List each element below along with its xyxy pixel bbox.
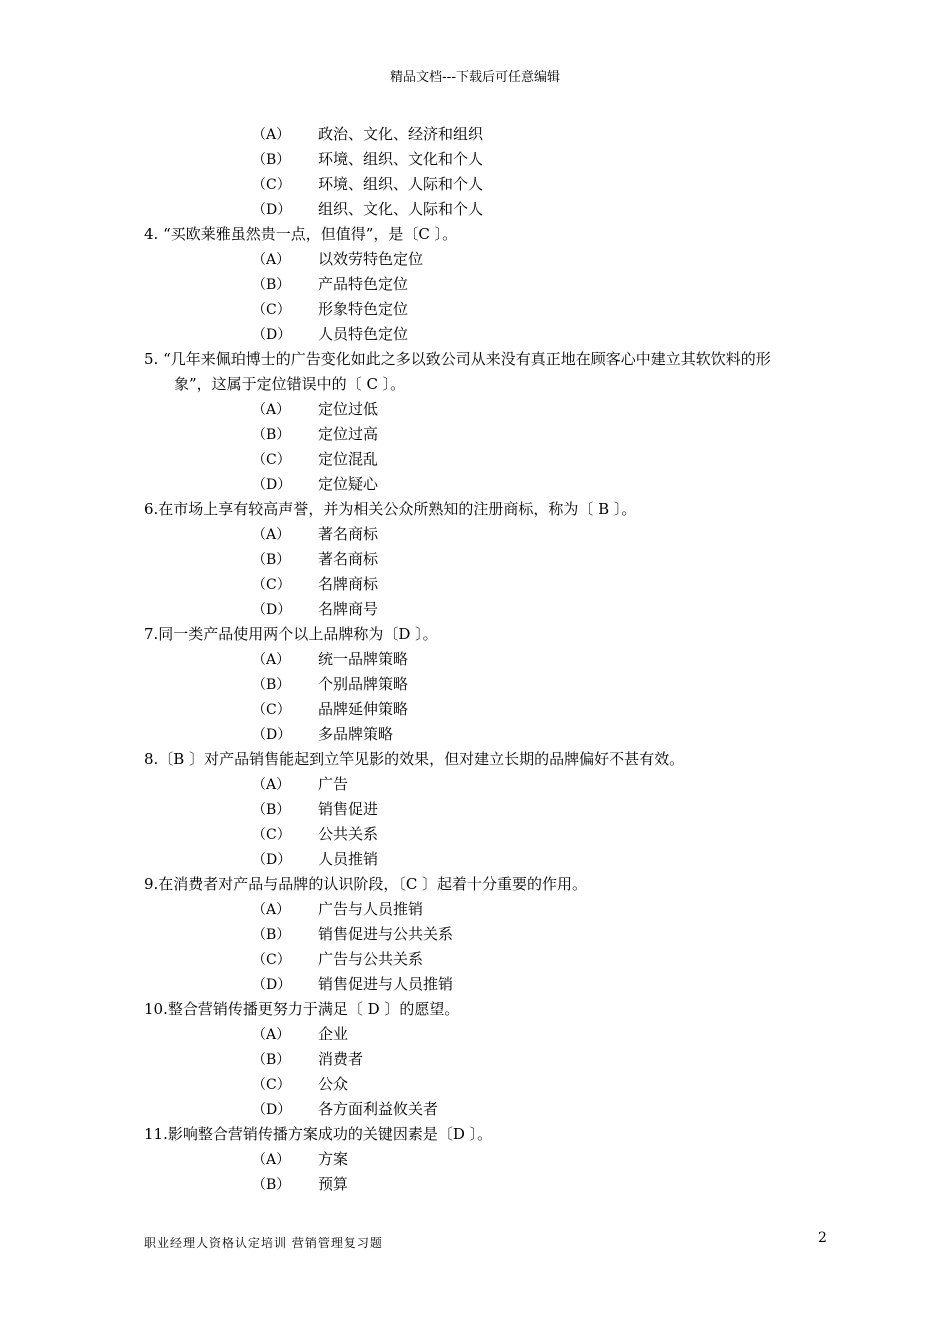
answer-option <box>144 1147 874 1172</box>
option-letter: （A） <box>252 252 291 268</box>
option-letter: （A） <box>252 652 291 668</box>
option-letter: （B） <box>252 677 291 693</box>
option-text: 公众 <box>318 1075 349 1093</box>
answer-option <box>144 247 874 272</box>
answer-option <box>144 647 874 672</box>
answer-option <box>144 522 874 547</box>
answer-option <box>144 822 874 847</box>
option-text: 著名商标 <box>318 550 379 568</box>
answer-option <box>144 672 874 697</box>
question-text: 4. “买欧莱雅虽然贵一点，但值得”，是〔C 〕。 <box>144 225 458 243</box>
option-text: 环境、组织、人际和个人 <box>318 175 484 193</box>
option-letter: （C） <box>252 952 291 968</box>
page-number: 2 <box>818 1230 827 1246</box>
question-text: 10.整合营销传播更努力于满足〔 D 〕的愿望。 <box>144 1000 460 1018</box>
option-text: 企业 <box>318 1025 349 1043</box>
option-text: 产品特色定位 <box>318 275 409 293</box>
option-text: 广告与人员推销 <box>318 900 424 918</box>
answer-option <box>144 1022 874 1047</box>
answer-option <box>144 272 874 297</box>
option-text: 名牌商标 <box>318 575 379 593</box>
option-text: 销售促进与人员推销 <box>318 975 454 993</box>
option-letter: （C） <box>252 577 291 593</box>
option-letter: （C） <box>252 1077 291 1093</box>
answer-option <box>144 722 874 747</box>
answer-option <box>144 922 874 947</box>
answer-option <box>144 547 874 572</box>
answer-option <box>144 447 874 472</box>
option-letter: （B） <box>252 427 291 443</box>
option-text: 人员特色定位 <box>318 325 409 343</box>
question-text: 7.同一类产品使用两个以上品牌称为〔D 〕。 <box>144 625 438 643</box>
answer-option <box>144 847 874 872</box>
option-text: 定位过低 <box>318 400 379 418</box>
answer-option <box>144 322 874 347</box>
option-text: 著名商标 <box>318 525 379 543</box>
option-text: 定位混乱 <box>318 450 379 468</box>
option-letter: （D） <box>252 602 292 618</box>
option-text: 多品牌策略 <box>318 725 394 743</box>
page-header: 精品文档---下载后可任意编辑 <box>389 70 561 85</box>
option-letter: （C） <box>252 177 291 193</box>
option-letter: （A） <box>252 527 291 543</box>
question-text: 6.在市场上享有较高声誉，并为相关公众所熟知的注册商标，称为〔 B 〕。 <box>144 500 637 518</box>
option-text: 以效劳特色定位 <box>318 250 424 268</box>
answer-option <box>144 797 874 822</box>
option-letter: （D） <box>252 852 292 868</box>
option-letter: （C） <box>252 702 291 718</box>
option-letter: （A） <box>252 902 291 918</box>
answer-option <box>144 147 874 172</box>
option-text: 组织、文化、人际和个人 <box>318 200 484 218</box>
option-letter: （D） <box>252 327 292 343</box>
answer-option <box>144 972 874 997</box>
answer-option <box>144 572 874 597</box>
option-text: 人员推销 <box>318 850 379 868</box>
option-text: 环境、组织、文化和个人 <box>318 150 484 168</box>
answer-option <box>144 472 874 497</box>
option-letter: （C） <box>252 302 291 318</box>
option-text: 公共关系 <box>318 825 379 843</box>
question-text: 5. “几年来佩珀博士的广告变化如此之多以致公司从来没有真正地在顾客心中建立其软饮料的形 <box>144 350 771 368</box>
option-letter: （B） <box>252 552 291 568</box>
answer-option <box>144 397 874 422</box>
answer-option <box>144 197 874 222</box>
answer-option <box>144 1172 874 1197</box>
option-letter: （B） <box>252 277 291 293</box>
option-text: 定位疑心 <box>318 475 379 493</box>
option-text: 预算 <box>318 1175 349 1193</box>
answer-option <box>144 297 874 322</box>
option-text: 消费者 <box>318 1050 364 1068</box>
option-letter: （D） <box>252 1102 292 1118</box>
answer-option <box>144 172 874 197</box>
option-text: 方案 <box>318 1150 349 1168</box>
option-text: 政治、文化、经济和组织 <box>318 125 484 143</box>
option-letter: （B） <box>252 802 291 818</box>
answer-option <box>144 1047 874 1072</box>
option-text: 销售促进 <box>318 800 379 818</box>
option-text: 广告与公共关系 <box>318 950 424 968</box>
answer-option <box>144 1097 874 1122</box>
option-letter: （A） <box>252 1027 291 1043</box>
question-text-continued: 象”，这属于定位错误中的〔 C 〕。 <box>174 375 406 393</box>
option-letter: （A） <box>252 777 291 793</box>
option-text: 品牌延伸策略 <box>318 700 409 718</box>
option-letter: （B） <box>252 927 291 943</box>
option-text: 各方面利益攸关者 <box>318 1100 439 1118</box>
option-text: 名牌商号 <box>318 600 379 618</box>
answer-option <box>144 897 874 922</box>
answer-option <box>144 597 874 622</box>
question-text: 8.〔B 〕对产品销售能起到立竿见影的效果，但对建立长期的品牌偏好不甚有效。 <box>144 750 685 768</box>
option-letter: （A） <box>252 1152 291 1168</box>
answer-option <box>144 947 874 972</box>
question-text: 11.影响整合营销传播方案成功的关键因素是〔D 〕。 <box>144 1125 493 1143</box>
option-text: 个别品牌策略 <box>318 675 409 693</box>
option-letter: （A） <box>252 127 291 143</box>
option-letter: （D） <box>252 202 292 218</box>
option-text: 定位过高 <box>318 425 379 443</box>
option-letter: （D） <box>252 977 292 993</box>
option-text: 广告 <box>318 775 349 793</box>
option-letter: （C） <box>252 452 291 468</box>
option-letter: （D） <box>252 477 292 493</box>
footer-course-title: 职业经理人资格认定培训 营销管理复习题 <box>144 1236 383 1250</box>
option-letter: （B） <box>252 152 291 168</box>
question-list <box>144 122 874 1197</box>
answer-option <box>144 772 874 797</box>
option-letter: （A） <box>252 402 291 418</box>
option-letter: （B） <box>252 1177 291 1193</box>
answer-option <box>144 1072 874 1097</box>
answer-option <box>144 697 874 722</box>
option-text: 统一品牌策略 <box>318 650 409 668</box>
option-text: 形象特色定位 <box>318 300 409 318</box>
option-letter: （C） <box>252 827 291 843</box>
option-text: 销售促进与公共关系 <box>318 925 454 943</box>
answer-option <box>144 122 874 147</box>
answer-option <box>144 422 874 447</box>
option-letter: （D） <box>252 727 292 743</box>
question-text: 9.在消费者对产品与品牌的认识阶段，〔C 〕起着十分重要的作用。 <box>144 875 588 893</box>
option-letter: （B） <box>252 1052 291 1068</box>
